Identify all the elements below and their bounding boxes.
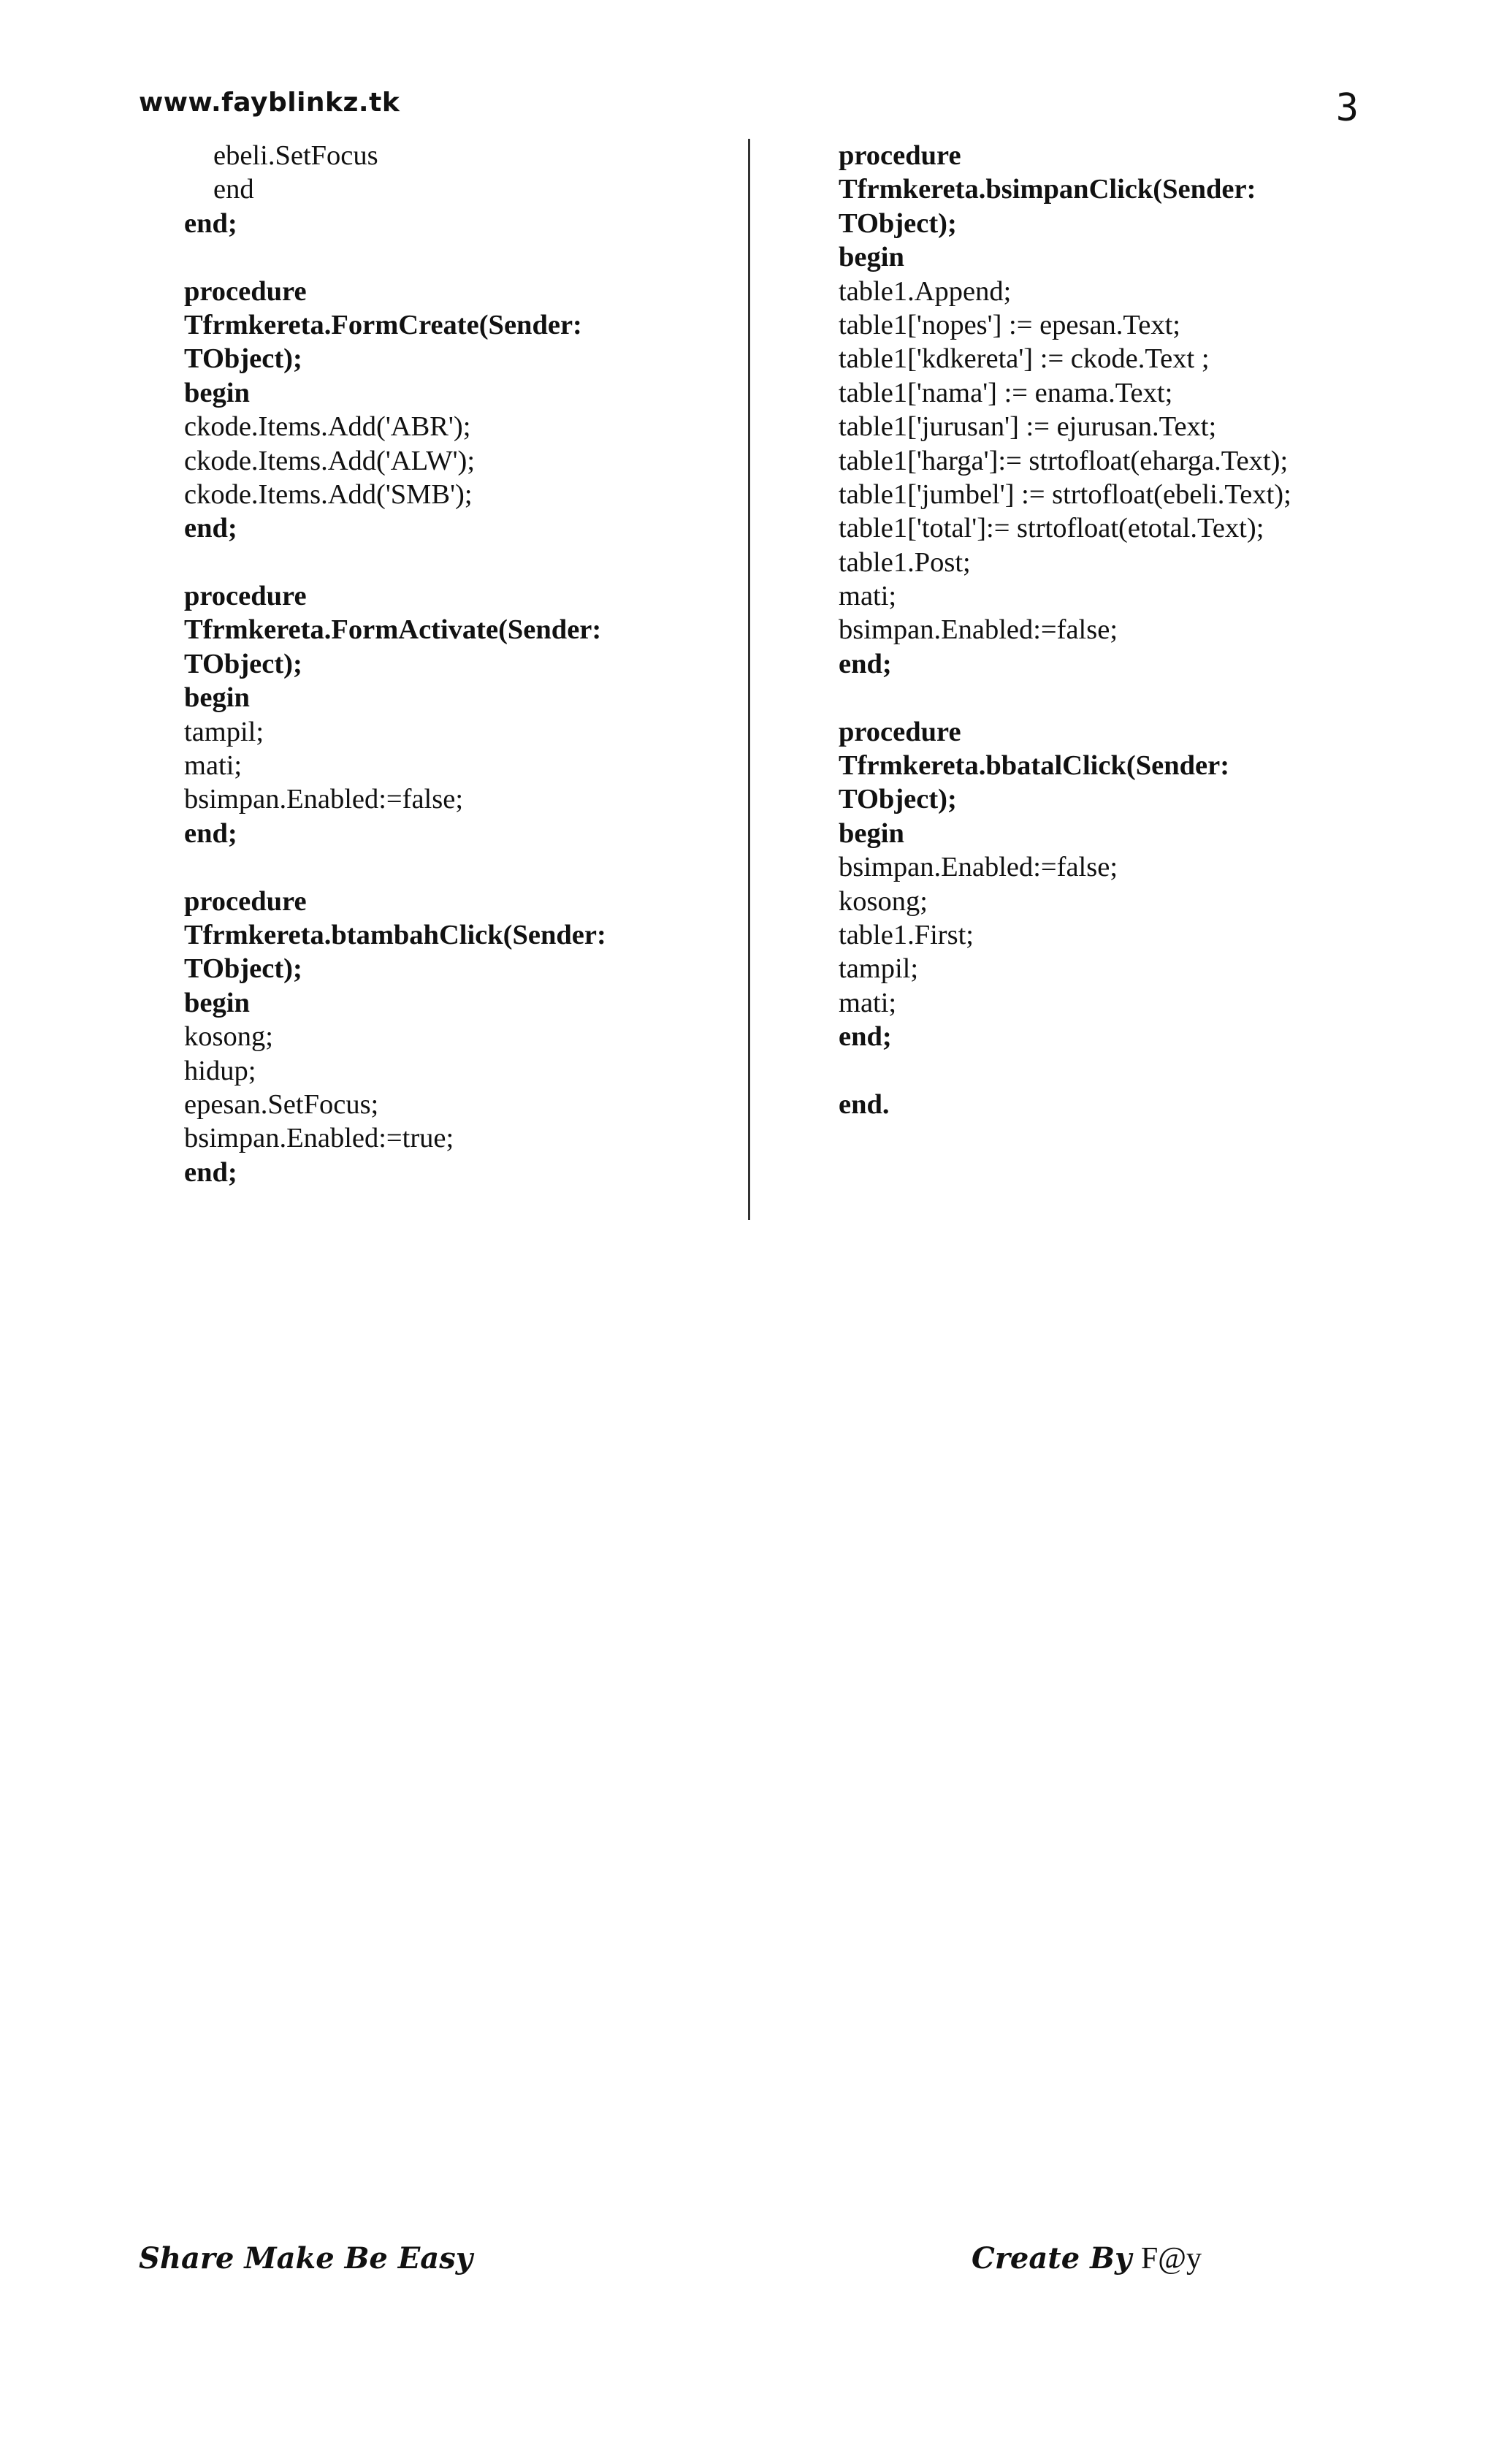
code-line: TObject); <box>184 953 302 985</box>
code-line: table1['kdkereta'] := ckode.Text ; <box>839 343 1210 375</box>
page-number: 3 <box>1335 86 1359 130</box>
code-line: Tfrmkereta.btambahClick(Sender: <box>184 919 606 950</box>
code-line: begin <box>839 242 904 273</box>
code-line: TObject); <box>839 784 957 815</box>
footer-credit <box>972 2241 1202 2276</box>
code-line: end; <box>839 648 892 679</box>
code-column-left <box>184 139 739 1189</box>
footer-tagline: Share Make Be Easy <box>139 2241 473 2276</box>
code-line: end <box>213 174 254 205</box>
code-line: mati; <box>839 987 897 1018</box>
code-line: procedure <box>839 140 961 171</box>
code-line: Tfrmkereta.FormActivate(Sender: <box>184 614 602 646</box>
code-line <box>839 681 1394 714</box>
code-line: end; <box>839 1021 892 1053</box>
code-line: hidup; <box>184 1055 256 1086</box>
code-line <box>839 1054 1394 1088</box>
code-line: table1.First; <box>839 919 974 950</box>
footer-credit-prefix: Create By <box>972 2241 1132 2276</box>
code-line: TObject); <box>839 207 957 239</box>
code-line: bsimpan.Enabled:=false; <box>184 784 464 815</box>
code-line: end; <box>184 207 237 239</box>
footer-credit-author: F@y <box>1140 2242 1202 2276</box>
column-divider <box>748 139 750 1220</box>
code-line: mati; <box>184 750 243 782</box>
code-line: bsimpan.Enabled:=false; <box>839 614 1118 646</box>
code-line: end. <box>839 1088 890 1120</box>
code-line: bsimpan.Enabled:=true; <box>184 1123 454 1154</box>
code-line: bsimpan.Enabled:=false; <box>839 852 1118 883</box>
code-line: begin <box>839 817 904 849</box>
code-line: epesan.SetFocus; <box>184 1088 379 1120</box>
code-line: kosong; <box>184 1021 273 1053</box>
code-line: table1.Post; <box>839 546 971 578</box>
code-line <box>184 546 739 579</box>
code-line: ckode.Items.Add('ABR'); <box>184 411 471 443</box>
code-line: table1['total']:= strtofloat(etotal.Text); <box>839 513 1264 544</box>
code-line: end; <box>184 513 237 544</box>
code-line: Tfrmkereta.bbatalClick(Sender: <box>839 750 1230 782</box>
code-line: TObject); <box>184 648 302 679</box>
code-line: tampil; <box>184 716 264 747</box>
code-line: procedure <box>184 275 307 307</box>
code-line: ckode.Items.Add('ALW'); <box>184 445 476 476</box>
code-line: TObject); <box>184 343 302 375</box>
code-line: begin <box>184 987 250 1018</box>
code-line: kosong; <box>839 885 928 917</box>
code-line: begin <box>184 377 250 408</box>
code-line <box>184 240 739 274</box>
code-line: end; <box>184 1156 237 1188</box>
code-line: ebeli.SetFocus <box>213 140 378 171</box>
code-line: Tfrmkereta.FormCreate(Sender: <box>184 309 582 340</box>
code-line: Tfrmkereta.bsimpanClick(Sender: <box>839 174 1256 205</box>
code-line <box>184 850 739 884</box>
header-site-url: www.fayblinkz.tk <box>139 88 400 118</box>
code-line: table1['nopes'] := epesan.Text; <box>839 309 1180 340</box>
code-line: table1.Append; <box>839 275 1012 307</box>
code-line: table1['harga']:= strtofloat(eharga.Text); <box>839 445 1289 476</box>
code-line: table1['jurusan'] := ejurusan.Text; <box>839 411 1217 443</box>
code-line: procedure <box>839 716 961 747</box>
code-line: procedure <box>184 581 307 612</box>
code-line: begin <box>184 682 250 714</box>
code-line: tampil; <box>839 953 919 985</box>
code-line: table1['jumbel'] := strtofloat(ebeli.Text); <box>839 478 1291 510</box>
code-line: ckode.Items.Add('SMB'); <box>184 478 473 510</box>
code-line: procedure <box>184 885 307 917</box>
code-line: table1['nama'] := enama.Text; <box>839 377 1173 408</box>
code-column-right <box>839 139 1394 1121</box>
code-line: end; <box>184 817 237 849</box>
code-line: mati; <box>839 581 897 612</box>
